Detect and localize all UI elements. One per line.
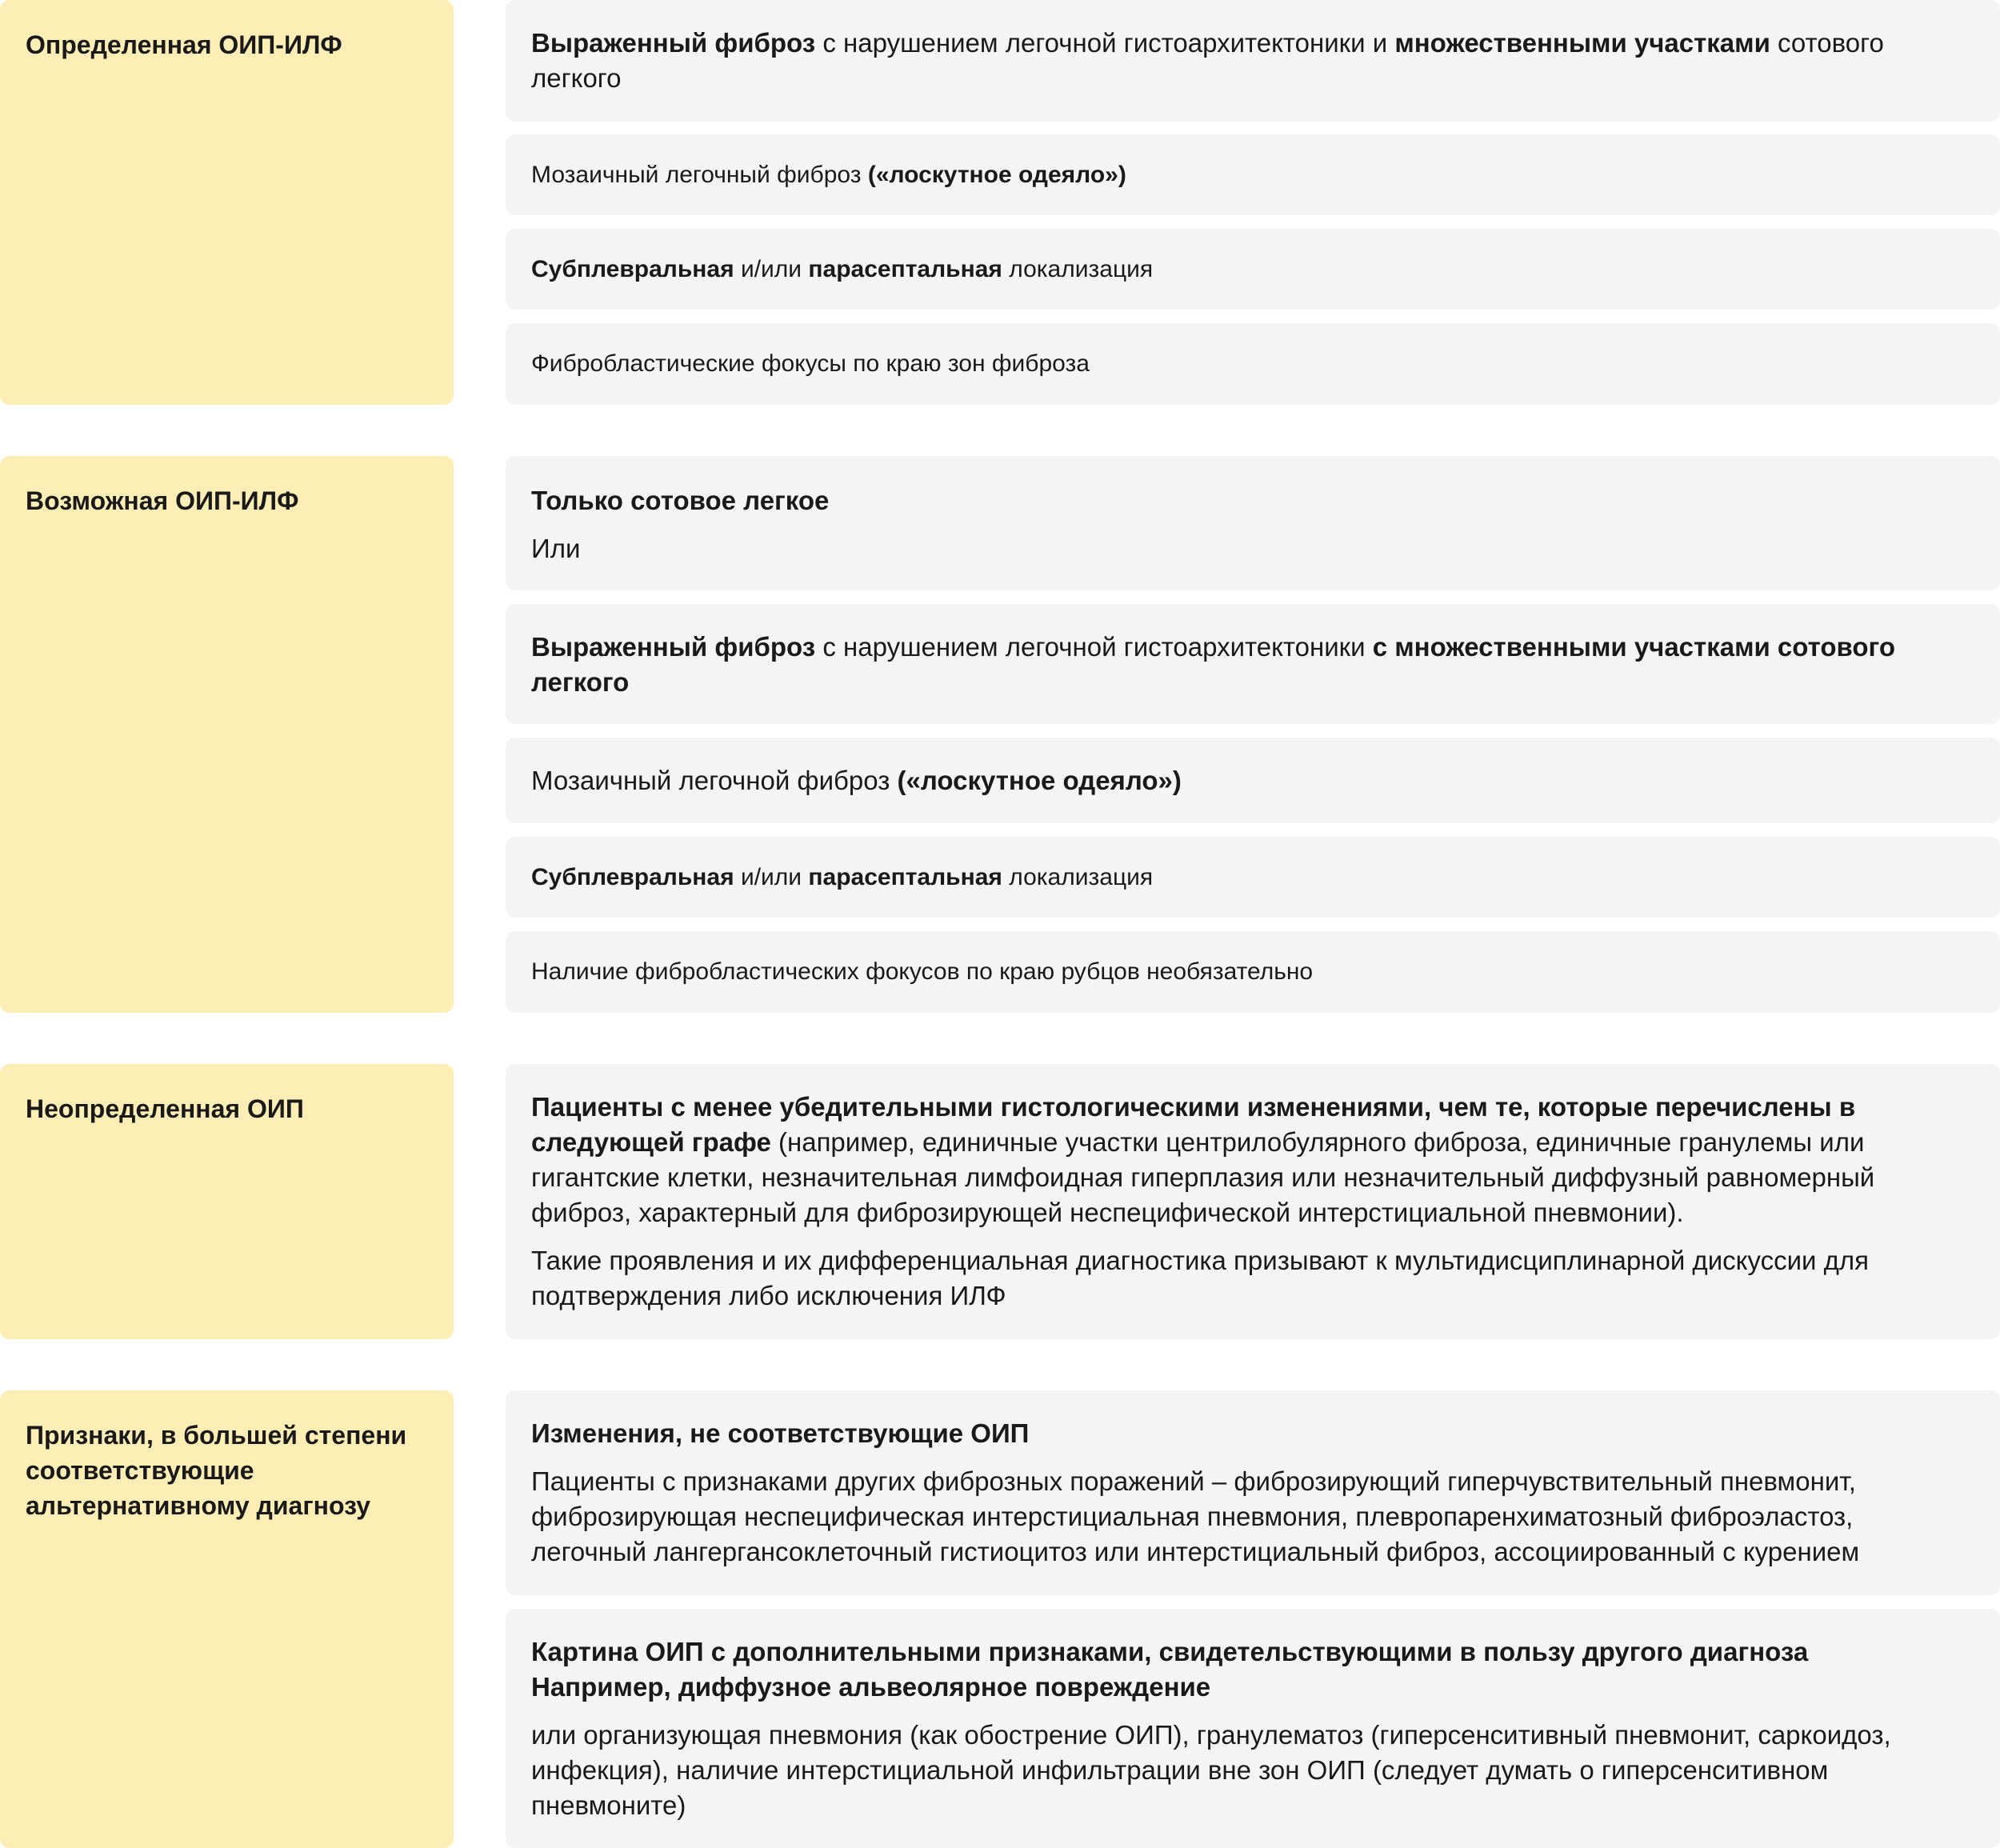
criterion-text: Наличие фибробластических фокусов по краю рубцов необязательно: [531, 958, 1314, 985]
criterion-box: [506, 1609, 2000, 1848]
criterion-box: [506, 931, 2000, 1013]
criterion-subheading: Например, диффузное альвеолярное повреждение: [531, 1672, 1211, 1702]
criterion-text: Мозаичный легочной фиброз («лоскутное одеяло»): [531, 765, 1182, 795]
criterion-heading: Изменения, не соответствующие ОИП: [531, 1418, 1030, 1448]
criterion-text: или организующая пневмония (как обострение ОИП), гранулематоз (гиперсенситивный пневмонит, саркоидоз, инфекция), наличие интерстициальной инфильтрации вне зон ОИП (следует думать о гиперсенситивном пневмоните): [531, 1720, 1891, 1820]
category-card-probable: [0, 456, 454, 1013]
criterion-text: Или: [531, 534, 581, 563]
criterion-box: [506, 604, 2000, 724]
criterion-text: Мозаичный легочный фиброз («лоскутное одеяло»): [531, 161, 1126, 188]
criterion-text: Выраженный фиброз с нарушением легочной гистоархитектоники с множественными участками сотового легкого: [531, 632, 1895, 697]
category-title: Возможная ОИП-ИЛФ: [26, 486, 299, 515]
criterion-box: [506, 1390, 2000, 1595]
category-title: Неопределенная ОИП: [26, 1094, 304, 1123]
criterion-text: Фибробластические фокусы по краю зон фиброза: [531, 350, 1090, 377]
criterion-box: [506, 837, 2000, 918]
category-card-alternative: [0, 1390, 454, 1848]
criterion-heading: Картина ОИП с дополнительными признаками, свидетельствующими в пользу другого диагноза: [531, 1637, 1809, 1666]
criterion-box: [506, 1064, 2000, 1339]
criterion-note: Такие проявления и их дифференциальная диагностика призывают к мультидисциплинарной дискуссии для подтверждения либо исключения ИЛФ: [531, 1246, 1869, 1310]
criterion-text: Субплевральная и/или парасептальная локализация: [531, 863, 1154, 890]
criterion-box: [506, 456, 2000, 590]
category-card-definite: [0, 0, 454, 405]
criterion-text: Пациенты с признаками других фиброзных поражений – фиброзирующий гиперчувствительный пневмонит, фиброзирующая неспецифическая интерстициальная пневмония, плевропаренхиматозный фиброэластоз, легочный лангергансоклеточный гистиоцитоз или интерстициальный фиброз, ассоциированный с курением: [531, 1466, 1860, 1566]
criterion-box: [506, 134, 2000, 215]
criterion-box: [506, 323, 2000, 405]
criterion-heading: Только сотовое легкое: [531, 486, 830, 515]
category-title: Определенная ОИП-ИЛФ: [26, 30, 342, 59]
category-card-indeterminate: [0, 1064, 454, 1339]
criterion-text: Субплевральная и/или парасептальная локализация: [531, 255, 1154, 282]
criterion-box: [506, 0, 2000, 122]
criterion-box: [506, 229, 2000, 310]
category-title: Признаки, в большей степени соответствующие альтернативному диагнозу: [26, 1421, 407, 1520]
criterion-box: [506, 738, 2000, 823]
criterion-text: Пациенты с менее убедительными гистологическими изменениями, чем те, которые перечислены в следующей графе (например, единичные участки центрилобулярного фиброза, единичные гранулемы или гигантские клетки, незначительная лимфоидная гиперплазия или незначительный диффузный равномерный фиброз, характерный для фиброзирующей неспецифической интерстициальной пневмонии).: [531, 1092, 1875, 1227]
criterion-text: Выраженный фиброз с нарушением легочной гистоархитектоники и множественными участками сотового легкого: [531, 28, 1884, 93]
